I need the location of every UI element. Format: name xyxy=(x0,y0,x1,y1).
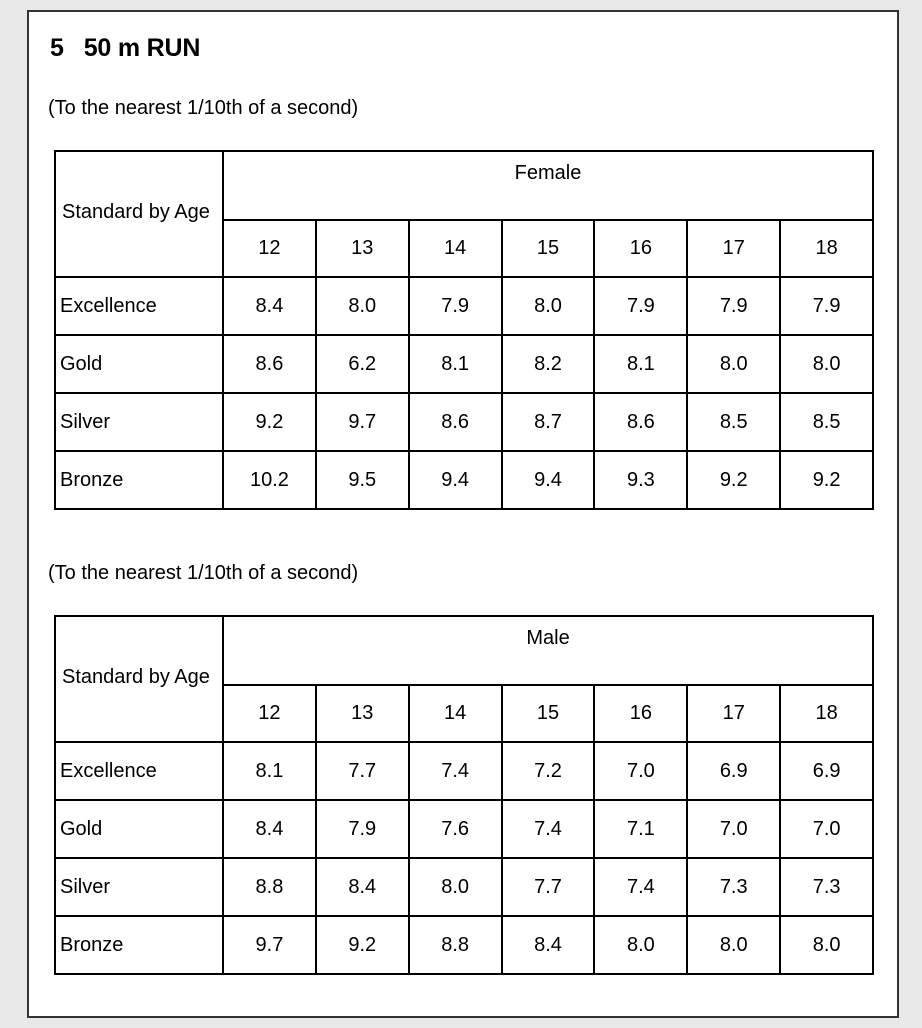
age-header: 14 xyxy=(409,685,502,742)
table-cell: 9.2 xyxy=(780,451,873,509)
table-cell: 7.2 xyxy=(502,742,595,800)
table-cell: 9.4 xyxy=(409,451,502,509)
level-label: Silver xyxy=(55,393,223,451)
age-header: 12 xyxy=(223,685,316,742)
table-cell: 7.0 xyxy=(594,742,687,800)
table-cell: 8.0 xyxy=(316,277,409,335)
table-row xyxy=(55,916,873,974)
table-cell: 8.1 xyxy=(409,335,502,393)
table-cell: 7.0 xyxy=(780,800,873,858)
table-cell: 7.4 xyxy=(409,742,502,800)
table-row xyxy=(55,393,873,451)
section-title-text: 50 m RUN xyxy=(83,34,201,62)
table-cell: 8.0 xyxy=(687,916,780,974)
table-cell: 9.2 xyxy=(687,451,780,509)
precision-note-male: (To the nearest 1/10th of a second) xyxy=(48,562,359,584)
age-header: 18 xyxy=(780,220,873,277)
level-label: Bronze xyxy=(55,916,223,974)
table-cell: 8.4 xyxy=(223,277,316,335)
age-header: 14 xyxy=(409,220,502,277)
age-header: 15 xyxy=(502,685,595,742)
table-cell: 7.0 xyxy=(687,800,780,858)
group-header-male: Male xyxy=(223,616,873,685)
table-cell: 8.0 xyxy=(409,858,502,916)
level-label: Excellence xyxy=(55,742,223,800)
age-header: 16 xyxy=(594,685,687,742)
level-label: Gold xyxy=(55,335,223,393)
age-header: 16 xyxy=(594,220,687,277)
table-cell: 8.4 xyxy=(223,800,316,858)
table-cell: 7.1 xyxy=(594,800,687,858)
precision-note-female: (To the nearest 1/10th of a second) xyxy=(48,97,359,119)
document-page xyxy=(27,10,899,1018)
table-cell: 8.0 xyxy=(502,277,595,335)
age-header: 13 xyxy=(316,685,409,742)
level-label: Excellence xyxy=(55,277,223,335)
table-cell: 7.9 xyxy=(409,277,502,335)
table-cell: 8.4 xyxy=(502,916,595,974)
age-header: 18 xyxy=(780,685,873,742)
table-row xyxy=(55,800,873,858)
table-cell: 8.1 xyxy=(594,335,687,393)
table-cell: 9.2 xyxy=(223,393,316,451)
age-header: 17 xyxy=(687,685,780,742)
table-cell: 8.8 xyxy=(223,858,316,916)
table-cell: 8.5 xyxy=(687,393,780,451)
age-header: 15 xyxy=(502,220,595,277)
table-cell: 6.9 xyxy=(780,742,873,800)
table-row xyxy=(55,858,873,916)
table-cell: 8.5 xyxy=(780,393,873,451)
male-standards-table xyxy=(54,615,874,975)
table-cell: 8.6 xyxy=(223,335,316,393)
table-cell: 7.9 xyxy=(687,277,780,335)
table-cell: 7.4 xyxy=(502,800,595,858)
group-header-female: Female xyxy=(223,151,873,220)
table-cell: 7.3 xyxy=(780,858,873,916)
table-cell: 7.9 xyxy=(594,277,687,335)
table-cell: 8.0 xyxy=(687,335,780,393)
table-cell: 10.2 xyxy=(223,451,316,509)
table-cell: 8.6 xyxy=(409,393,502,451)
level-label: Silver xyxy=(55,858,223,916)
table-cell: 8.6 xyxy=(594,393,687,451)
female-standards-table xyxy=(54,150,874,510)
table-cell: 9.5 xyxy=(316,451,409,509)
table-cell: 9.7 xyxy=(223,916,316,974)
age-header: 17 xyxy=(687,220,780,277)
table-cell: 8.2 xyxy=(502,335,595,393)
table-cell: 8.1 xyxy=(223,742,316,800)
age-header: 13 xyxy=(316,220,409,277)
table-cell: 7.6 xyxy=(409,800,502,858)
table-cell: 7.3 xyxy=(687,858,780,916)
table-row xyxy=(55,335,873,393)
corner-label: Standard by Age xyxy=(55,151,223,277)
table-row xyxy=(55,277,873,335)
corner-label: Standard by Age xyxy=(55,616,223,742)
level-label: Bronze xyxy=(55,451,223,509)
table-cell: 7.7 xyxy=(316,742,409,800)
table-row xyxy=(55,742,873,800)
table-cell: 8.4 xyxy=(316,858,409,916)
section-number: 5 xyxy=(50,34,64,62)
table-cell: 7.9 xyxy=(316,800,409,858)
table-cell: 8.7 xyxy=(502,393,595,451)
age-header: 12 xyxy=(223,220,316,277)
table-cell: 8.0 xyxy=(780,916,873,974)
section-title xyxy=(50,34,200,63)
table-cell: 7.4 xyxy=(594,858,687,916)
table-cell: 9.7 xyxy=(316,393,409,451)
table-cell: 7.7 xyxy=(502,858,595,916)
table-cell: 8.8 xyxy=(409,916,502,974)
table-cell: 6.9 xyxy=(687,742,780,800)
table-cell: 9.3 xyxy=(594,451,687,509)
table-cell: 6.2 xyxy=(316,335,409,393)
level-label: Gold xyxy=(55,800,223,858)
table-row xyxy=(55,451,873,509)
table-cell: 8.0 xyxy=(594,916,687,974)
table-cell: 9.4 xyxy=(502,451,595,509)
table-cell: 8.0 xyxy=(780,335,873,393)
table-cell: 7.9 xyxy=(780,277,873,335)
table-cell: 9.2 xyxy=(316,916,409,974)
